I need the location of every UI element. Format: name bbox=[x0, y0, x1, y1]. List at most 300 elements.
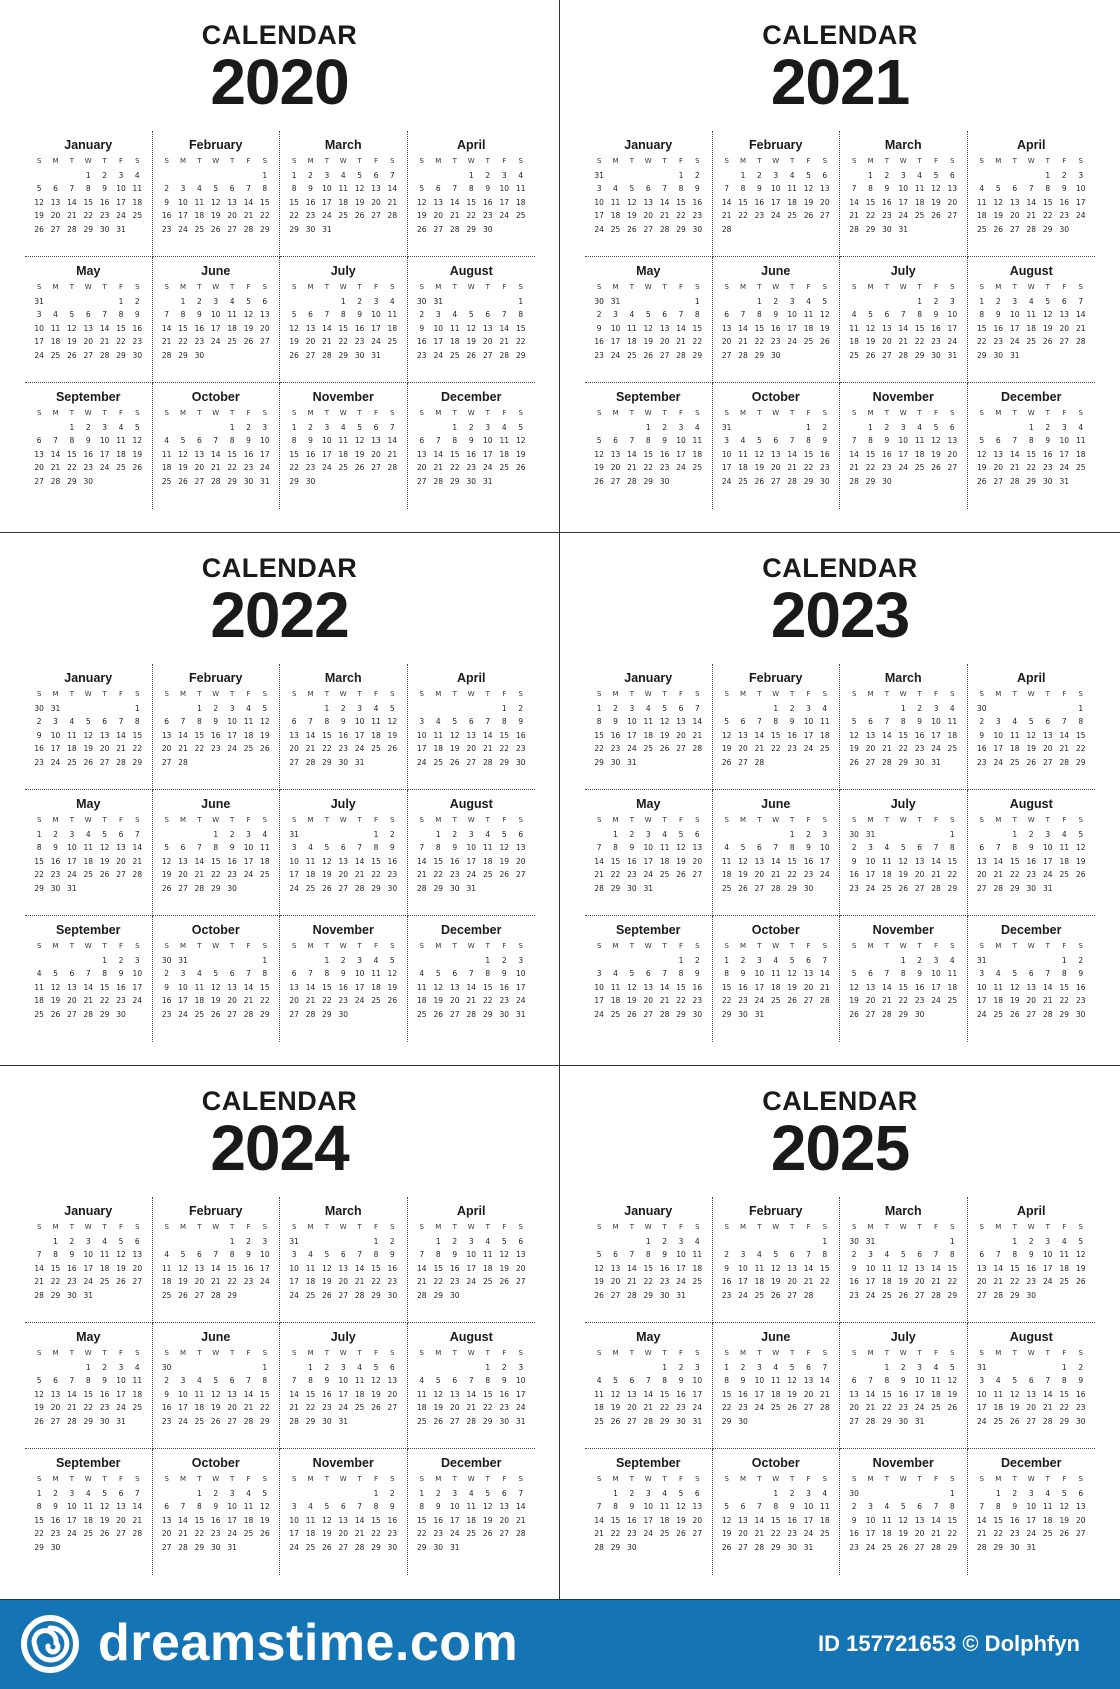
day-cell: 6 bbox=[868, 969, 873, 979]
day-cell: 16 bbox=[99, 197, 110, 207]
day-cell: 23 bbox=[1009, 1529, 1020, 1539]
day-cell: 7 bbox=[756, 1502, 762, 1512]
day-cell: 21 bbox=[643, 1403, 654, 1413]
month-name: February bbox=[189, 138, 243, 152]
month-name: December bbox=[441, 390, 502, 404]
day-cell: 26 bbox=[322, 1542, 332, 1552]
weekday-letter: S bbox=[36, 157, 42, 165]
day-cell: 11 bbox=[449, 323, 460, 333]
day-cell: 13 bbox=[1026, 982, 1037, 992]
day-cell: 7 bbox=[884, 969, 890, 979]
weekday-letter: T bbox=[485, 1349, 490, 1357]
day-cell: 19 bbox=[1075, 856, 1086, 866]
weekday-letter: S bbox=[724, 283, 729, 291]
day-cell: 7 bbox=[596, 1502, 602, 1512]
month-block bbox=[968, 383, 1096, 509]
day-cell: 10 bbox=[289, 856, 299, 866]
day-cell: 5 bbox=[789, 1362, 795, 1372]
day-cell: 8 bbox=[900, 969, 906, 979]
day-cell: 13 bbox=[227, 1389, 237, 1399]
day-cell: 17 bbox=[754, 1389, 765, 1399]
day-cell: 4 bbox=[85, 1488, 91, 1498]
day-cell: 26 bbox=[161, 883, 172, 893]
day-cell: 28 bbox=[34, 1290, 44, 1300]
day-cell: 11 bbox=[371, 717, 381, 727]
month-block bbox=[585, 1323, 713, 1449]
day-cell: 15 bbox=[865, 197, 876, 207]
day-cell: 12 bbox=[993, 197, 1004, 207]
day-cell: 20 bbox=[820, 197, 830, 207]
day-cell: 21 bbox=[194, 870, 205, 880]
day-cell: 3 bbox=[1078, 170, 1084, 180]
day-cell: 24 bbox=[178, 224, 188, 234]
month-name: January bbox=[624, 671, 673, 685]
day-cell: 7 bbox=[1078, 296, 1084, 306]
day-cell: 22 bbox=[371, 870, 381, 880]
day-cell bbox=[689, 1289, 705, 1303]
day-cell: 29 bbox=[482, 1416, 493, 1426]
weekday-letter: F bbox=[246, 690, 251, 698]
day-cell bbox=[656, 954, 672, 968]
day-cell: 9 bbox=[36, 730, 42, 740]
day-cell bbox=[1056, 1289, 1073, 1303]
day-cell: 23 bbox=[659, 463, 670, 473]
day-cell: 6 bbox=[613, 436, 618, 446]
day-cell: 6 bbox=[118, 829, 124, 839]
day-cell bbox=[96, 882, 112, 896]
day-cell: 16 bbox=[99, 1389, 110, 1399]
day-cell: 10 bbox=[787, 310, 797, 320]
weekday-letter: S bbox=[135, 283, 140, 291]
day-cell bbox=[80, 295, 96, 309]
day-cell: 8 bbox=[1012, 843, 1018, 853]
day-cell: 4 bbox=[501, 422, 507, 432]
day-cell: 22 bbox=[305, 1403, 316, 1413]
day-cell: 24 bbox=[1009, 337, 1020, 347]
day-cell: 21 bbox=[178, 1529, 188, 1539]
weekday-letter: S bbox=[822, 409, 828, 417]
day-cell: 24 bbox=[594, 1009, 604, 1019]
day-cell: 12 bbox=[178, 449, 188, 459]
day-cell: 7 bbox=[291, 1376, 297, 1386]
day-cell bbox=[496, 882, 513, 896]
day-cell: 5 bbox=[213, 969, 219, 979]
day-cell: 4 bbox=[419, 969, 425, 979]
day-cell: 28 bbox=[787, 476, 797, 486]
day-cell bbox=[800, 349, 816, 363]
day-cell bbox=[96, 702, 112, 716]
weekday-letter: S bbox=[596, 283, 602, 291]
weekday-letter: M bbox=[435, 1475, 442, 1483]
day-cell: 13 bbox=[738, 1515, 748, 1525]
weekday-letter: T bbox=[485, 157, 490, 165]
weekday-letter: M bbox=[867, 942, 874, 950]
day-cell: 13 bbox=[416, 449, 427, 459]
day-cell: 21 bbox=[387, 197, 398, 207]
day-cell: 29 bbox=[1075, 757, 1086, 767]
weekday-letter: M bbox=[867, 409, 874, 417]
weekday-letter: S bbox=[390, 409, 395, 417]
day-cell: 1 bbox=[134, 703, 140, 713]
day-cell: 11 bbox=[83, 843, 94, 853]
day-cell: 19 bbox=[659, 730, 670, 740]
day-cell: 9 bbox=[164, 982, 170, 992]
day-cell: 15 bbox=[99, 982, 110, 992]
day-cell: 31 bbox=[289, 1236, 299, 1246]
weekday-letter: T bbox=[757, 690, 762, 698]
day-cell: 13 bbox=[849, 1389, 859, 1399]
day-cell: 26 bbox=[34, 1416, 44, 1426]
day-cell: 19 bbox=[178, 1277, 188, 1287]
day-cell bbox=[800, 223, 816, 237]
day-cell: 16 bbox=[416, 337, 427, 347]
day-cell: 15 bbox=[338, 323, 349, 333]
day-cell: 21 bbox=[1042, 1403, 1053, 1413]
day-grid bbox=[974, 814, 1090, 896]
day-cell: 23 bbox=[83, 463, 94, 473]
day-cell: 16 bbox=[338, 982, 349, 992]
day-cell: 16 bbox=[738, 1389, 748, 1399]
day-cell: 3 bbox=[724, 436, 730, 446]
day-cell: 22 bbox=[676, 996, 686, 1006]
day-cell: 4 bbox=[164, 436, 170, 446]
day-cell bbox=[1040, 954, 1057, 968]
day-cell: 2 bbox=[357, 296, 362, 306]
day-cell: 6 bbox=[851, 1376, 857, 1386]
day-cell: 23 bbox=[1042, 463, 1053, 473]
day-cell: 9 bbox=[629, 1502, 635, 1512]
day-cell bbox=[990, 421, 1007, 435]
month-block bbox=[840, 916, 968, 1042]
month-block bbox=[25, 664, 153, 790]
day-cell bbox=[817, 223, 833, 237]
day-cell: 27 bbox=[371, 463, 381, 473]
day-cell: 10 bbox=[976, 982, 987, 992]
day-cell: 3 bbox=[933, 703, 939, 713]
day-cell bbox=[159, 1487, 175, 1501]
day-cell: 11 bbox=[882, 856, 892, 866]
day-cell: 12 bbox=[865, 323, 876, 333]
month-block bbox=[153, 1449, 281, 1575]
day-cell: 24 bbox=[610, 350, 621, 360]
weekday-letter: M bbox=[995, 942, 1002, 950]
day-cell: 28 bbox=[882, 757, 892, 767]
day-cell bbox=[846, 954, 862, 968]
day-cell: 25 bbox=[1059, 870, 1070, 880]
day-cell: 13 bbox=[67, 982, 77, 992]
day-cell: 1 bbox=[613, 1488, 618, 1498]
day-cell: 26 bbox=[67, 350, 77, 360]
day-cell: 7 bbox=[662, 184, 667, 194]
day-cell: 29 bbox=[865, 476, 876, 486]
weekday-letter: S bbox=[135, 1223, 140, 1231]
day-cell: 10 bbox=[803, 717, 814, 727]
day-cell: 7 bbox=[724, 184, 730, 194]
day-cell: 1 bbox=[949, 1236, 955, 1246]
day-cell: 22 bbox=[1009, 870, 1020, 880]
day-cell: 3 bbox=[118, 170, 124, 180]
month-name: July bbox=[890, 1330, 916, 1344]
day-cell: 2 bbox=[85, 422, 91, 432]
weekday-letter: F bbox=[373, 157, 378, 165]
day-cell: 9 bbox=[789, 1502, 795, 1512]
day-cell: 24 bbox=[289, 883, 299, 893]
day-cell: 13 bbox=[132, 1250, 143, 1260]
day-cell: 19 bbox=[50, 996, 61, 1006]
day-cell: 5 bbox=[324, 1502, 330, 1512]
day-cell: 3 bbox=[900, 170, 906, 180]
brand-logo-text[interactable]: dreamstime.com bbox=[98, 1614, 519, 1672]
weekday-letter: S bbox=[291, 1349, 297, 1357]
weekday-letter: T bbox=[1045, 1349, 1050, 1357]
day-cell: 19 bbox=[993, 211, 1004, 221]
day-cell: 22 bbox=[260, 1403, 270, 1413]
day-cell: 2 bbox=[213, 703, 219, 713]
day-cell: 21 bbox=[882, 996, 892, 1006]
day-cell: 16 bbox=[243, 449, 254, 459]
day-cell bbox=[944, 475, 960, 489]
day-cell bbox=[719, 828, 735, 842]
day-cell: 12 bbox=[322, 1515, 332, 1525]
day-cell: 24 bbox=[787, 337, 797, 347]
day-cell: 9 bbox=[1078, 1376, 1084, 1386]
day-cell: 1 bbox=[773, 703, 779, 713]
day-cell: 4 bbox=[596, 1376, 602, 1386]
day-cell: 3 bbox=[501, 170, 507, 180]
day-cell: 1 bbox=[949, 829, 955, 839]
day-cell: 8 bbox=[69, 436, 75, 446]
day-cell: 18 bbox=[947, 982, 958, 992]
day-cell: 22 bbox=[947, 1277, 958, 1287]
day-cell: 21 bbox=[931, 1529, 941, 1539]
day-cell bbox=[974, 1235, 991, 1249]
day-cell: 26 bbox=[1009, 1416, 1020, 1426]
day-cell: 20 bbox=[947, 449, 958, 459]
weekday-letter: S bbox=[135, 1349, 140, 1357]
day-cell bbox=[719, 1235, 735, 1249]
day-cell: 2 bbox=[806, 829, 811, 839]
day-cell: 3 bbox=[694, 1362, 700, 1372]
weekday-letter: M bbox=[612, 1223, 619, 1231]
day-cell: 1 bbox=[36, 1488, 42, 1498]
day-cell bbox=[463, 702, 480, 716]
day-cell: 4 bbox=[134, 1362, 140, 1372]
day-cell: 2 bbox=[324, 1362, 330, 1372]
day-cell: 24 bbox=[803, 1529, 814, 1539]
weekday-letter: T bbox=[102, 409, 107, 417]
day-cell: 3 bbox=[229, 1488, 235, 1498]
day-cell: 6 bbox=[1078, 1488, 1084, 1498]
day-cell: 26 bbox=[354, 211, 365, 221]
month-name: July bbox=[890, 264, 916, 278]
weekday-letter: M bbox=[612, 409, 619, 417]
day-cell: 16 bbox=[754, 197, 765, 207]
day-cell: 27 bbox=[289, 757, 299, 767]
day-cell: 20 bbox=[976, 870, 987, 880]
month-name: May bbox=[636, 264, 661, 278]
day-cell: 23 bbox=[227, 870, 237, 880]
weekday-letter: T bbox=[662, 283, 667, 291]
day-cell: 31 bbox=[466, 883, 477, 893]
weekday-letter: T bbox=[102, 690, 107, 698]
day-cell: 29 bbox=[322, 1009, 332, 1019]
day-cell: 30 bbox=[305, 224, 316, 234]
day-cell: 5 bbox=[102, 1488, 107, 1498]
day-cell: 18 bbox=[849, 337, 859, 347]
day-cell: 6 bbox=[262, 296, 268, 306]
day-cell: 16 bbox=[914, 730, 925, 740]
weekday-letter: S bbox=[950, 1475, 955, 1483]
day-cell: 7 bbox=[694, 703, 700, 713]
day-cell: 19 bbox=[210, 996, 221, 1006]
day-cell: 4 bbox=[662, 829, 667, 839]
day-cell: 12 bbox=[676, 1502, 686, 1512]
day-cell: 24 bbox=[433, 350, 444, 360]
day-cell: 30 bbox=[83, 476, 94, 486]
day-cell: 18 bbox=[194, 1403, 205, 1413]
day-cell: 24 bbox=[898, 463, 909, 473]
day-cell: 12 bbox=[770, 1263, 781, 1273]
month-name: March bbox=[324, 671, 362, 685]
day-cell: 12 bbox=[210, 982, 221, 992]
day-cell: 16 bbox=[594, 337, 604, 347]
day-cell bbox=[430, 421, 447, 435]
day-cell: 16 bbox=[1059, 197, 1070, 207]
weekday-letter: M bbox=[52, 283, 59, 291]
weekday-letter: M bbox=[435, 409, 442, 417]
month-name: March bbox=[324, 138, 362, 152]
day-cell: 7 bbox=[357, 1250, 362, 1260]
day-cell: 24 bbox=[627, 744, 637, 754]
day-cell: 30 bbox=[1059, 224, 1070, 234]
day-cell: 20 bbox=[499, 1515, 510, 1525]
day-grid bbox=[286, 940, 401, 1022]
weekday-letter: F bbox=[246, 157, 251, 165]
weekday-letter: T bbox=[757, 942, 762, 950]
weekday-letter: F bbox=[118, 816, 123, 824]
day-cell: 30 bbox=[627, 883, 637, 893]
day-cell bbox=[1073, 882, 1090, 896]
weekday-letter: T bbox=[662, 1475, 667, 1483]
day-cell: 28 bbox=[820, 996, 830, 1006]
day-cell: 2 bbox=[246, 422, 251, 432]
day-cell bbox=[591, 421, 607, 435]
day-cell: 15 bbox=[594, 730, 604, 740]
day-cell: 17 bbox=[754, 982, 765, 992]
day-cell: 29 bbox=[947, 1542, 958, 1552]
day-cell: 28 bbox=[161, 350, 172, 360]
calendar-label: CALENDAR bbox=[762, 20, 918, 50]
day-cell bbox=[1040, 1361, 1057, 1375]
day-cell: 23 bbox=[849, 883, 859, 893]
day-cell: 18 bbox=[993, 996, 1004, 1006]
day-cell: 10 bbox=[865, 1515, 876, 1525]
day-grid bbox=[286, 281, 401, 363]
day-cell: 18 bbox=[770, 982, 781, 992]
day-cell: 3 bbox=[629, 703, 635, 713]
day-cell: 17 bbox=[34, 337, 44, 347]
day-cell: 4 bbox=[979, 184, 985, 194]
weekday-letter: W bbox=[644, 816, 652, 824]
day-cell: 7 bbox=[36, 1250, 42, 1260]
day-cell: 26 bbox=[260, 744, 270, 754]
weekday-letter: T bbox=[197, 157, 202, 165]
footer-bar bbox=[0, 1600, 1120, 1689]
day-cell: 29 bbox=[770, 1542, 781, 1552]
day-cell bbox=[240, 882, 256, 896]
day-cell: 26 bbox=[976, 476, 987, 486]
day-cell bbox=[624, 421, 640, 435]
day-cell bbox=[414, 421, 431, 435]
weekday-letter: W bbox=[1027, 409, 1035, 417]
day-cell: 17 bbox=[1042, 1263, 1053, 1273]
day-cell: 11 bbox=[499, 436, 510, 446]
day-cell: 25 bbox=[820, 1529, 830, 1539]
day-cell bbox=[240, 1361, 256, 1375]
day-cell: 13 bbox=[289, 982, 299, 992]
day-cell: 27 bbox=[227, 1416, 237, 1426]
day-cell: 3 bbox=[740, 1250, 746, 1260]
day-cell: 2 bbox=[246, 1236, 251, 1246]
panel-header bbox=[0, 0, 559, 134]
day-cell: 10 bbox=[178, 1389, 188, 1399]
day-cell: 26 bbox=[787, 996, 797, 1006]
day-cell: 2 bbox=[485, 170, 491, 180]
month-name: December bbox=[1001, 390, 1062, 404]
day-cell bbox=[286, 1487, 302, 1501]
day-cell bbox=[1007, 421, 1024, 435]
day-cell: 9 bbox=[613, 717, 618, 727]
month-block bbox=[585, 916, 713, 1042]
day-grid bbox=[286, 814, 401, 896]
day-cell bbox=[768, 756, 784, 770]
day-cell: 23 bbox=[882, 211, 892, 221]
day-cell: 20 bbox=[338, 1277, 349, 1287]
day-cell: 2 bbox=[164, 1376, 170, 1386]
weekday-letter: M bbox=[180, 157, 187, 165]
day-cell bbox=[1073, 223, 1090, 237]
day-cell: 17 bbox=[594, 996, 604, 1006]
month-block bbox=[585, 790, 713, 916]
month-name: May bbox=[76, 264, 101, 278]
day-cell: 13 bbox=[178, 856, 188, 866]
day-cell: 6 bbox=[629, 1376, 635, 1386]
day-cell: 12 bbox=[116, 1250, 126, 1260]
day-cell: 8 bbox=[419, 1502, 425, 1512]
day-cell: 11 bbox=[820, 1502, 830, 1512]
day-cell bbox=[208, 349, 224, 363]
day-cell: 13 bbox=[99, 730, 110, 740]
day-cell: 23 bbox=[627, 870, 637, 880]
weekday-letter: M bbox=[612, 157, 619, 165]
month-block bbox=[713, 790, 841, 916]
day-cell: 28 bbox=[116, 757, 126, 767]
day-cell: 4 bbox=[917, 170, 922, 180]
day-cell: 31 bbox=[721, 422, 732, 432]
weekday-letter: T bbox=[1012, 816, 1017, 824]
day-cell: 29 bbox=[34, 1542, 44, 1552]
day-cell: 7 bbox=[468, 969, 474, 979]
day-cell: 19 bbox=[898, 1277, 909, 1287]
day-cell: 22 bbox=[260, 211, 270, 221]
day-cell: 7 bbox=[933, 1502, 939, 1512]
day-grid bbox=[719, 1221, 834, 1303]
day-cell: 7 bbox=[1045, 1376, 1051, 1386]
day-cell: 13 bbox=[754, 856, 765, 866]
day-cell: 14 bbox=[1075, 310, 1086, 320]
day-grid bbox=[31, 155, 146, 237]
day-cell: 12 bbox=[627, 982, 637, 992]
